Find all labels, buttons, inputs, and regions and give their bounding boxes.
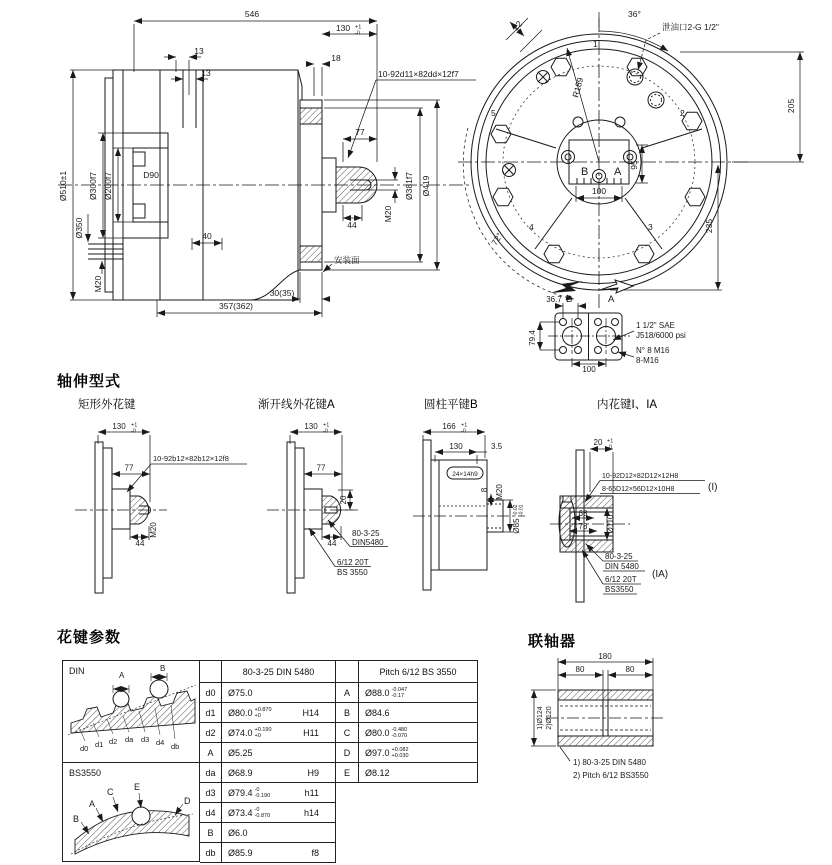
dim-30-35: 30(35) [269, 288, 295, 298]
port-a-label: A [614, 166, 622, 178]
v4-dim-20: 20 [593, 438, 603, 447]
dim-40: 40 [202, 231, 212, 241]
coupling-drawing [520, 648, 810, 808]
v4-bs-2: BS3550 [605, 585, 634, 594]
dim-18: 18 [331, 53, 341, 63]
dim-130: 130 [335, 23, 351, 33]
m20-port-label: M20 [93, 275, 103, 293]
variant-title-involute-spline: 渐开线外花键A [258, 399, 335, 411]
variant-title-internal-spline: 内花键I、IA [597, 399, 658, 411]
v4-tol-top: +1 [607, 438, 614, 445]
table-row-d4: d4 Ø73.4 -0 -0.870 h14 [200, 803, 478, 823]
rotation-a-label: A [608, 294, 615, 305]
v3-tol-top: +1 [461, 422, 468, 429]
callout-d: D [184, 796, 191, 806]
v4-dia-110: Ø110 [606, 514, 615, 534]
dim-130-tol-top: +1 [355, 24, 362, 31]
section-title-shaft-types: 轴伸型式 [57, 373, 122, 390]
table-header-row [200, 661, 478, 683]
dim-205: 205 [786, 98, 796, 114]
flange-labels [489, 9, 796, 305]
table-row-d3: d3 Ø79.4 -0 -0.190 h11 [200, 783, 478, 803]
din-pin-a-label: A [119, 671, 125, 680]
din-spline-diagram [63, 661, 199, 762]
v4-labels [579, 438, 718, 594]
v4-dimensions [569, 449, 705, 594]
side-view-dimensions [70, 21, 476, 317]
din-teeth-profile [71, 691, 195, 733]
port-b-label: B [581, 166, 589, 178]
drain-port-label: 泄油口2-G 1/2" [662, 22, 719, 32]
v3-dim-8: 8 [480, 487, 489, 493]
table-row-a: A Ø5.25 D Ø97.0 +0.082 +0.030 [200, 743, 478, 763]
bolt-number-4: 4 [529, 222, 534, 232]
callout-db: db [171, 742, 180, 751]
dia-350-label: Ø350 [74, 217, 84, 239]
bolt-number-2: 2 [680, 108, 685, 118]
dim-80-left: 80 [575, 665, 585, 674]
rotation-arrows [550, 280, 633, 293]
callout-da: da [125, 735, 134, 744]
dim-357-362: 357(362) [218, 301, 254, 311]
v4-spline-spec-1: 10-92D12×82D12×12H8 [602, 473, 679, 480]
v4-spline-spec-2: 8-65D12×56D12×10H8 [602, 486, 675, 493]
v2-tol-bot: -0 [323, 428, 328, 435]
coupling-note-1: 1) 80-3-25 DIN 5480 [573, 758, 646, 767]
table-row-db: db Ø85.9 f8 [200, 843, 478, 863]
bs-spline-diagram [63, 762, 199, 861]
coupling-labels [537, 652, 649, 780]
v1-outline [75, 442, 167, 593]
angle-72-label: 72° [489, 230, 505, 248]
v3-outline [413, 440, 575, 590]
dim-79-4: 79.4 [528, 330, 537, 346]
v1-m20-label: M20 [149, 522, 158, 538]
coupling-outline [546, 690, 665, 746]
v3-labels [442, 422, 524, 534]
rotation-arrow-a-icon [600, 280, 633, 293]
section-title-coupling: 联轴器 [528, 633, 577, 650]
port-detail-labels [528, 295, 686, 374]
dim-100-ports: 100 [582, 365, 596, 374]
v3-dim-3-5: 3.5 [491, 442, 503, 451]
dim-13a: 13 [194, 46, 204, 56]
v4-din-2: DIN 5480 [605, 562, 639, 571]
v3-dim-130: 130 [449, 442, 463, 451]
v2-dim-44: 44 [327, 539, 337, 548]
bs3550-label: BS3550 [69, 768, 102, 778]
v4-mark-ia: (IA) [652, 569, 669, 580]
din-label: DIN [69, 666, 85, 676]
v1-dimensions [98, 432, 247, 540]
m20-shaft-label: M20 [383, 205, 393, 223]
din-pin-b-icon [150, 680, 168, 698]
bolt-number-5: 5 [491, 108, 496, 118]
v1-tol-bot: -0 [131, 428, 136, 435]
table-row-b: B Ø6.0 [200, 823, 478, 843]
angle-36-label: 36° [628, 9, 641, 19]
col-header-din: 80-3-25 DIN 5480 [222, 661, 336, 683]
table-row-d2: d2 Ø74.0 +0.190 +0 H11 C Ø80.0 -0.480 -0.070 [200, 723, 478, 743]
dim-22: 22 [510, 18, 525, 33]
v4-tol-bot: -0 [607, 444, 612, 451]
v1-dim-130: 130 [112, 422, 126, 431]
bs-pin-icon [132, 807, 150, 825]
v2-din-1: 80-3-25 [352, 529, 380, 538]
callout-d2: d2 [109, 737, 118, 746]
dim-44: 44 [347, 220, 357, 230]
callout-b: B [73, 814, 80, 824]
v3-dia-85: Ø85 [512, 518, 521, 534]
callout-d0: d0 [80, 744, 89, 753]
v3-dia85-tol-top: -0.02 [513, 504, 519, 516]
dia-124-label: 1)Ø124 [537, 706, 544, 730]
sae-flange-label-1: 1 1/2" SAE [636, 321, 675, 330]
dim-235: 235 [704, 218, 714, 234]
v3-tol-bot: -0 [461, 428, 466, 435]
dia-300-label: Ø300f7 [88, 172, 98, 200]
bolt-number-3: 3 [648, 222, 653, 232]
v3-m20-label: M20 [495, 484, 504, 500]
flange-view-drawing [450, 0, 832, 380]
v4-dim-68: 68 [578, 509, 588, 518]
v4-din-1: 80-3-25 [605, 552, 633, 561]
dim-180: 180 [598, 652, 612, 661]
v3-dim-166: 166 [442, 422, 456, 431]
radius-189-label: R189 [570, 76, 586, 99]
flange-centerlines [458, 18, 750, 308]
rotation-b-label: B [566, 294, 573, 305]
spline-diagram-column [62, 660, 200, 862]
v2-bs-2: BS 3550 [337, 568, 368, 577]
v2-dim-20: 20 [339, 495, 348, 505]
dim-36-7: 36.7 [546, 295, 562, 304]
din-pin-b-label: B [160, 664, 166, 673]
port-bolts-label-1: N° 8 M16 [636, 346, 670, 355]
variant-title-parallel-key: 圆柱平键B [424, 399, 478, 411]
dim-95: 95 [629, 160, 639, 170]
rotation-arrow-b-icon [550, 281, 583, 293]
din-pin-a-icon [113, 691, 129, 707]
port-detail-outline [548, 313, 630, 360]
spline-spec-label: 10-92d11×82dd×12f7 [378, 69, 459, 79]
v4-mark-i: (I) [708, 482, 718, 493]
dim-130-tol-bot: -0 [355, 30, 360, 37]
dia-419-label: Ø419 [421, 175, 431, 197]
dia-381-label: Ø381f7 [404, 172, 414, 200]
sae-flange-label-2: J518/6000 psi [636, 331, 686, 340]
v1-spline-spec: 10-92b12×82b12×12f8 [153, 454, 229, 463]
callout-d3: d3 [141, 735, 150, 744]
d90-label: D90 [143, 170, 159, 180]
dim-80-right: 80 [625, 665, 635, 674]
callout-a: A [89, 799, 96, 809]
table-row-d0: d0 Ø75.0 A Ø88.0 -0.047 -0.17 [200, 683, 478, 703]
dim-546: 546 [244, 9, 260, 19]
v2-bs-1: 6/12 20T [337, 558, 369, 567]
bs-diagram-cell [63, 762, 199, 861]
v3-key-spec: 24×14h9 [452, 471, 478, 478]
dim-13b: 13 [201, 68, 211, 78]
v1-tol-top: +1 [131, 422, 138, 429]
v3-dia85-tol-bot: -0.01 [518, 504, 525, 516]
v2-din-2: DIN5480 [352, 538, 384, 547]
v1-dim-77: 77 [124, 463, 134, 473]
flange-dimensions [463, 12, 804, 299]
v2-labels [304, 422, 384, 577]
v4-dim-78: 78 [578, 522, 588, 531]
coupling-note-2: 2) Pitch 6/12 BS3550 [573, 771, 649, 780]
v3-dia85-group [512, 504, 525, 533]
v4-bs-1: 6/12 20T [605, 575, 637, 584]
callout-d4: d4 [156, 738, 165, 747]
din-callout-labels [80, 735, 179, 753]
v2-dim-77: 77 [316, 463, 326, 473]
table-row-da: da Ø68.9 H9 E Ø8.12 [200, 763, 478, 783]
mounting-face-label: 安装面 [334, 255, 360, 265]
col-header-bs: Pitch 6/12 BS 3550 [359, 661, 478, 683]
dim-77: 77 [355, 127, 365, 137]
dia-200-label: Ø200f7 [103, 172, 113, 200]
din-diagram-cell [63, 661, 199, 763]
v1-dim-44: 44 [135, 539, 145, 548]
dim-100: 100 [591, 186, 607, 196]
shaft-variants-drawing [55, 412, 832, 625]
callout-e: E [134, 782, 141, 792]
table-row-d1: d1 Ø80.0 +0.870 +0 H14 B Ø84.6 [200, 703, 478, 723]
callout-c: C [107, 787, 114, 797]
side-view-drawing [0, 0, 500, 345]
spline-table-grid [200, 660, 478, 863]
v2-dim-130: 130 [304, 422, 318, 431]
section-title-spline-params: 花键参数 [57, 629, 122, 646]
port-bolts-label-2: 8-M16 [636, 356, 659, 365]
v2-tol-top: +1 [323, 422, 330, 429]
dia-510-label: Ø510±1 [58, 170, 68, 202]
dia-120-label: 2)Ø120 [546, 706, 553, 730]
callout-d1: d1 [95, 740, 104, 749]
bolt-number-1: 1 [593, 39, 598, 49]
variant-title-rect-spline: 矩形外花键 [78, 399, 136, 411]
spline-parameter-table [62, 660, 478, 862]
